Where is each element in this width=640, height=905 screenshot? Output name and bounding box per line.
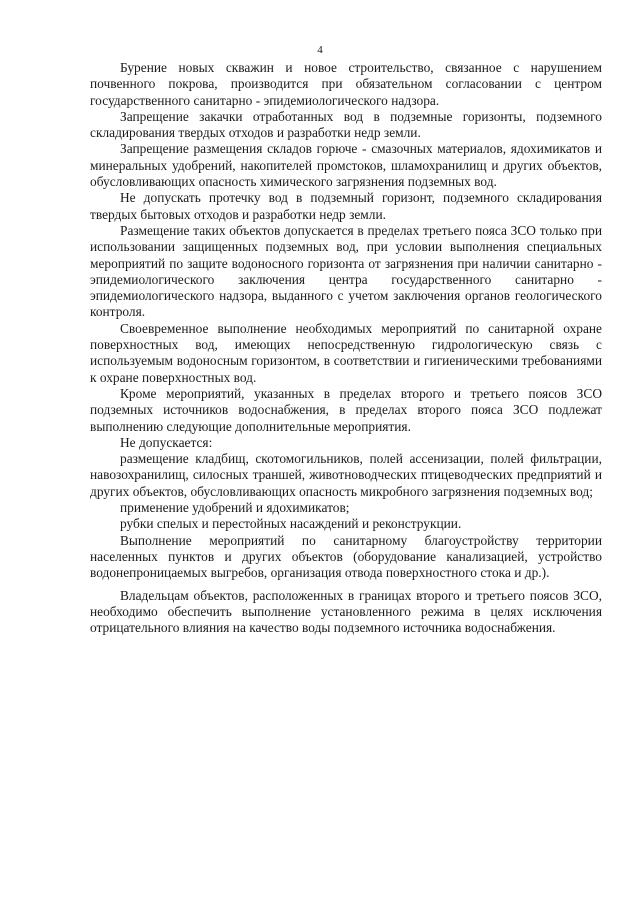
page-number: 4 — [317, 44, 323, 56]
paragraph: размещение кладбищ, скотомогильников, полей ассенизации, полей фильтрации, навозохранилищ, силосных траншей, животноводческих птицеводческих предприятий и других объектов, обусловливающих опасность микробного загрязнения подземных вод; — [90, 451, 602, 499]
paragraph: Размещение таких объектов допускается в пределах третьего пояса ЗСО только при использовании защищенных подземных вод, при условии выполнения специальных мероприятий по защите водоносного горизонта от загрязнения при наличии санитарно - эпидемиологического заключения центра государственного санитарно - эпидемиологического надзора, выданного с учетом заключения органов геологического контроля. — [90, 222, 602, 320]
paragraph: Кроме мероприятий, указанных в пределах второго и третьего поясов ЗСО подземных источников водоснабжения, в пределах второго пояса ЗСО подлежат выполнению следующие дополнительные мероприятия. — [90, 385, 602, 434]
paragraph: Выполнение мероприятий по санитарному благоустройству территории населенных пунктов и других объектов (оборудование канализацией, устройство водонепроницаемых выгребов, организация отвода поверхностного стока и др.). — [90, 532, 602, 581]
paragraph: Своевременное выполнение необходимых мероприятий по санитарной охране поверхностных вод, имеющих непосредственную гидрологическую связь с используемым водоносным горизонтом, в соответствии и гигиеническими требованиями к охране поверхностных вод. — [90, 320, 602, 385]
paragraph: Бурение новых скважин и новое строительство, связанное с нарушением почвенного покрова, производится при обязательном согласовании с центром государственного санитарно - эпидемиологического надзора. — [90, 60, 602, 108]
paragraph: рубки спелых и перестойных насаждений и реконструкции. — [120, 516, 462, 532]
paragraph: Не допускается: — [120, 434, 213, 450]
paragraph: Запрещение размещения складов горюче - смазочных материалов, ядохимикатов и минеральных удобрений, накопителей промстоков, шламохранилищ и других объектов, обусловливающих опасность химического загрязнения подземных вод. — [90, 141, 602, 190]
paragraph: Не допускать протечку вод в подземный горизонт, подземного складирования твердых бытовых отходов и разработки недр земли. — [90, 190, 602, 222]
document-body — [90, 60, 602, 636]
paragraph: Запрещение закачки отработанных вод в подземные горизонты, подземного складирования твердых отходов и разработки недр земли. — [90, 108, 602, 141]
paragraph: Владельцам объектов, расположенных в границах второго и третьего поясов ЗСО, необходимо обеспечить выполнение установленного режима в целях исключения отрицательного влияния на качество воды подземного источника водоснабжения. — [90, 587, 602, 636]
paragraph: применение удобрений и ядохимикатов; — [120, 500, 350, 516]
